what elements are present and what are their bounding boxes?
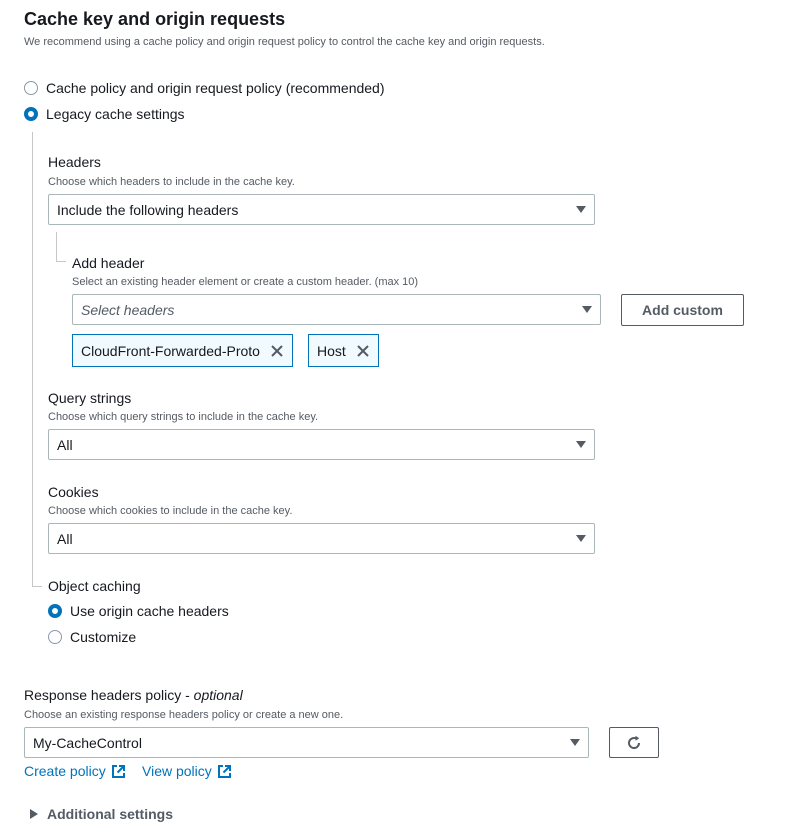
response-headers-value: My-CacheControl xyxy=(33,734,142,751)
header-select-input[interactable] xyxy=(72,294,601,325)
close-icon[interactable] xyxy=(270,344,284,358)
header-token xyxy=(72,334,293,367)
headers-select-value: Include the following headers xyxy=(57,201,239,218)
caret-down-icon xyxy=(576,441,586,448)
tree-line-inner-end xyxy=(56,261,66,262)
radio-origin-cache-headers-label: Use origin cache headers xyxy=(70,603,229,619)
external-link-icon xyxy=(111,764,126,779)
header-token-label: Host xyxy=(317,342,346,359)
response-headers-select[interactable] xyxy=(24,727,589,758)
radio-cache-policy[interactable] xyxy=(24,80,385,96)
response-headers-label-text: Response headers policy - xyxy=(24,687,194,703)
section-description: We recommend using a cache policy and origin request policy to control the cache key and origin requests. xyxy=(24,36,545,48)
caret-down-icon xyxy=(570,739,580,746)
caret-down-icon xyxy=(576,206,586,213)
header-token xyxy=(308,334,379,367)
tree-line-outer-end xyxy=(32,586,42,587)
radio-origin-cache-headers-indicator[interactable] xyxy=(48,604,62,618)
caret-right-icon xyxy=(30,809,38,819)
cookies-value: All xyxy=(57,530,73,547)
external-link-icon xyxy=(217,764,232,779)
radio-legacy-cache[interactable] xyxy=(24,106,185,122)
refresh-button[interactable] xyxy=(609,727,659,758)
radio-customize-indicator[interactable] xyxy=(48,630,62,644)
cookies-select[interactable] xyxy=(48,523,595,554)
headers-description: Choose which headers to include in the cache key. xyxy=(48,176,295,188)
radio-customize-label: Customize xyxy=(70,629,137,645)
caret-down-icon xyxy=(582,306,592,313)
query-strings-description: Choose which query strings to include in the cache key. xyxy=(48,411,319,423)
headers-select[interactable] xyxy=(48,194,595,225)
optional-label: optional xyxy=(193,687,243,703)
tree-line-outer xyxy=(32,132,33,586)
additional-settings-toggle[interactable] xyxy=(30,806,173,822)
add-header-description: Select an existing header element or create a custom header. (max 10) xyxy=(72,276,419,288)
headers-label: Headers xyxy=(48,154,101,170)
response-headers-label xyxy=(24,687,243,703)
add-header-label: Add header xyxy=(72,255,145,271)
radio-origin-cache-headers[interactable] xyxy=(48,603,229,619)
object-caching-label: Object caching xyxy=(48,578,141,594)
create-policy-link-label: Create policy xyxy=(24,763,106,779)
radio-cache-policy-label: Cache policy and origin request policy (recommended) xyxy=(46,80,385,96)
close-icon[interactable] xyxy=(356,344,370,358)
response-headers-description: Choose an existing response headers policy or create a new one. xyxy=(24,709,344,721)
tree-line-inner xyxy=(56,232,57,261)
header-token-label: CloudFront-Forwarded-Proto xyxy=(81,342,260,359)
caret-down-icon xyxy=(576,535,586,542)
radio-customize[interactable] xyxy=(48,629,136,645)
section-title: Cache key and origin requests xyxy=(24,9,286,29)
cookies-description: Choose which cookies to include in the cache key. xyxy=(48,505,293,517)
add-custom-button[interactable]: Add custom xyxy=(621,294,744,326)
radio-legacy-cache-indicator[interactable] xyxy=(24,107,38,121)
view-policy-link[interactable] xyxy=(142,763,232,779)
refresh-icon xyxy=(625,734,643,752)
query-strings-select[interactable] xyxy=(48,429,595,460)
query-strings-value: All xyxy=(57,436,73,453)
cookies-label: Cookies xyxy=(48,484,99,500)
create-policy-link[interactable] xyxy=(24,763,126,779)
header-select-placeholder: Select headers xyxy=(81,301,175,318)
radio-legacy-cache-label: Legacy cache settings xyxy=(46,106,185,122)
query-strings-label: Query strings xyxy=(48,390,132,406)
additional-settings-label: Additional settings xyxy=(47,806,173,822)
view-policy-link-label: View policy xyxy=(142,763,212,779)
radio-cache-policy-indicator[interactable] xyxy=(24,81,38,95)
